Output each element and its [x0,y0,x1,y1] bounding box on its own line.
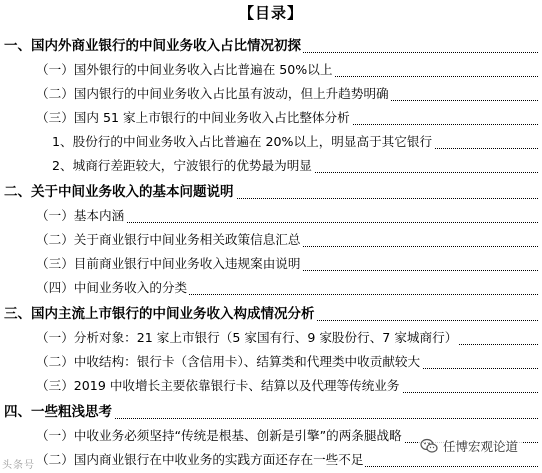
toc-item-1-3-2[interactable] [52,156,538,176]
toc-section-1[interactable] [4,36,538,56]
wechat-icon [420,438,438,454]
toc-subsection-label: （三）国内 51 家上市银行的中间业务收入占比整体分析 [36,110,350,125]
toc-subsection-2-1[interactable] [36,206,538,226]
toc-section-label: 四、一些粗浅思考 [4,404,112,420]
toc-item-1-3-1[interactable] [52,132,538,152]
toc-subsection-3-3[interactable] [36,376,538,396]
toc-subsection-1-3[interactable] [36,108,538,128]
watermark-left: 头条号 [2,460,35,471]
toc-subsection-3-2[interactable] [36,352,538,372]
toc-section-3[interactable] [4,304,538,324]
watermark [418,435,522,457]
toc-title: 【目录】 [238,4,303,22]
watermark-text: 任博宏观论道 [443,439,519,454]
toc-subsection-label: （一）国外银行的中间业务收入占比普遍在 50%以上 [36,62,333,77]
toc-subsection-1-1[interactable] [36,60,538,80]
toc-subsection-label: （一）分析对象：21 家上市银行（5 家国有行、9 家股份行、7 家城商行） [36,330,458,345]
toc-item-label: 1、股份行的中间业务收入占比普遍在 20%以上，明显高于其它银行 [52,134,433,149]
toc-section-label: 一、国内外商业银行的中间业务收入占比情况初探 [4,38,301,54]
toc-item-label: 2、城商行差距较大，宁波银行的优势最为明显 [52,158,312,173]
toc-subsection-label: （二）国内银行的中间业务收入占比虽有波动，但上升趋势明确 [36,86,389,101]
toc-subsection-1-2[interactable] [36,84,538,104]
toc-subsection-label: （二）国内商业银行在中收业务的实践方面还存在一些不足 [36,452,364,467]
toc-subsection-label: （三）目前商业银行中间业务收入违规案由说明 [36,256,301,271]
toc-section-4[interactable] [4,402,538,422]
toc-subsection-3-1[interactable] [36,328,538,348]
toc-subsection-label: （二）中收结构：银行卡（含信用卡）、结算类和代理类中收贡献较大 [36,354,421,369]
toc-section-label: 三、国内主流上市银行的中间业务收入构成情况分析 [4,306,315,322]
toc-subsection-2-3[interactable] [36,254,538,274]
toc-section-2[interactable] [4,182,538,202]
toc-subsection-2-4[interactable] [36,278,538,298]
toc-subsection-2-2[interactable] [36,230,538,250]
toc-subsection-label: （一）基本内涵 [36,208,125,223]
toc-subsection-label: （一）中收业务必须坚持“传统是根基、创新是引擎”的两条腿战略 [36,428,402,443]
toc-subsection-label: （四）中间业务收入的分类 [36,280,188,295]
toc-section-label: 二、关于中间业务收入的基本问题说明 [4,184,234,200]
toc-subsection-label: （二）关于商业银行中间业务相关政策信息汇总 [36,232,301,247]
toc-subsection-label: （三）2019 中收增长主要依靠银行卡、结算以及代理等传统业务 [36,378,400,393]
